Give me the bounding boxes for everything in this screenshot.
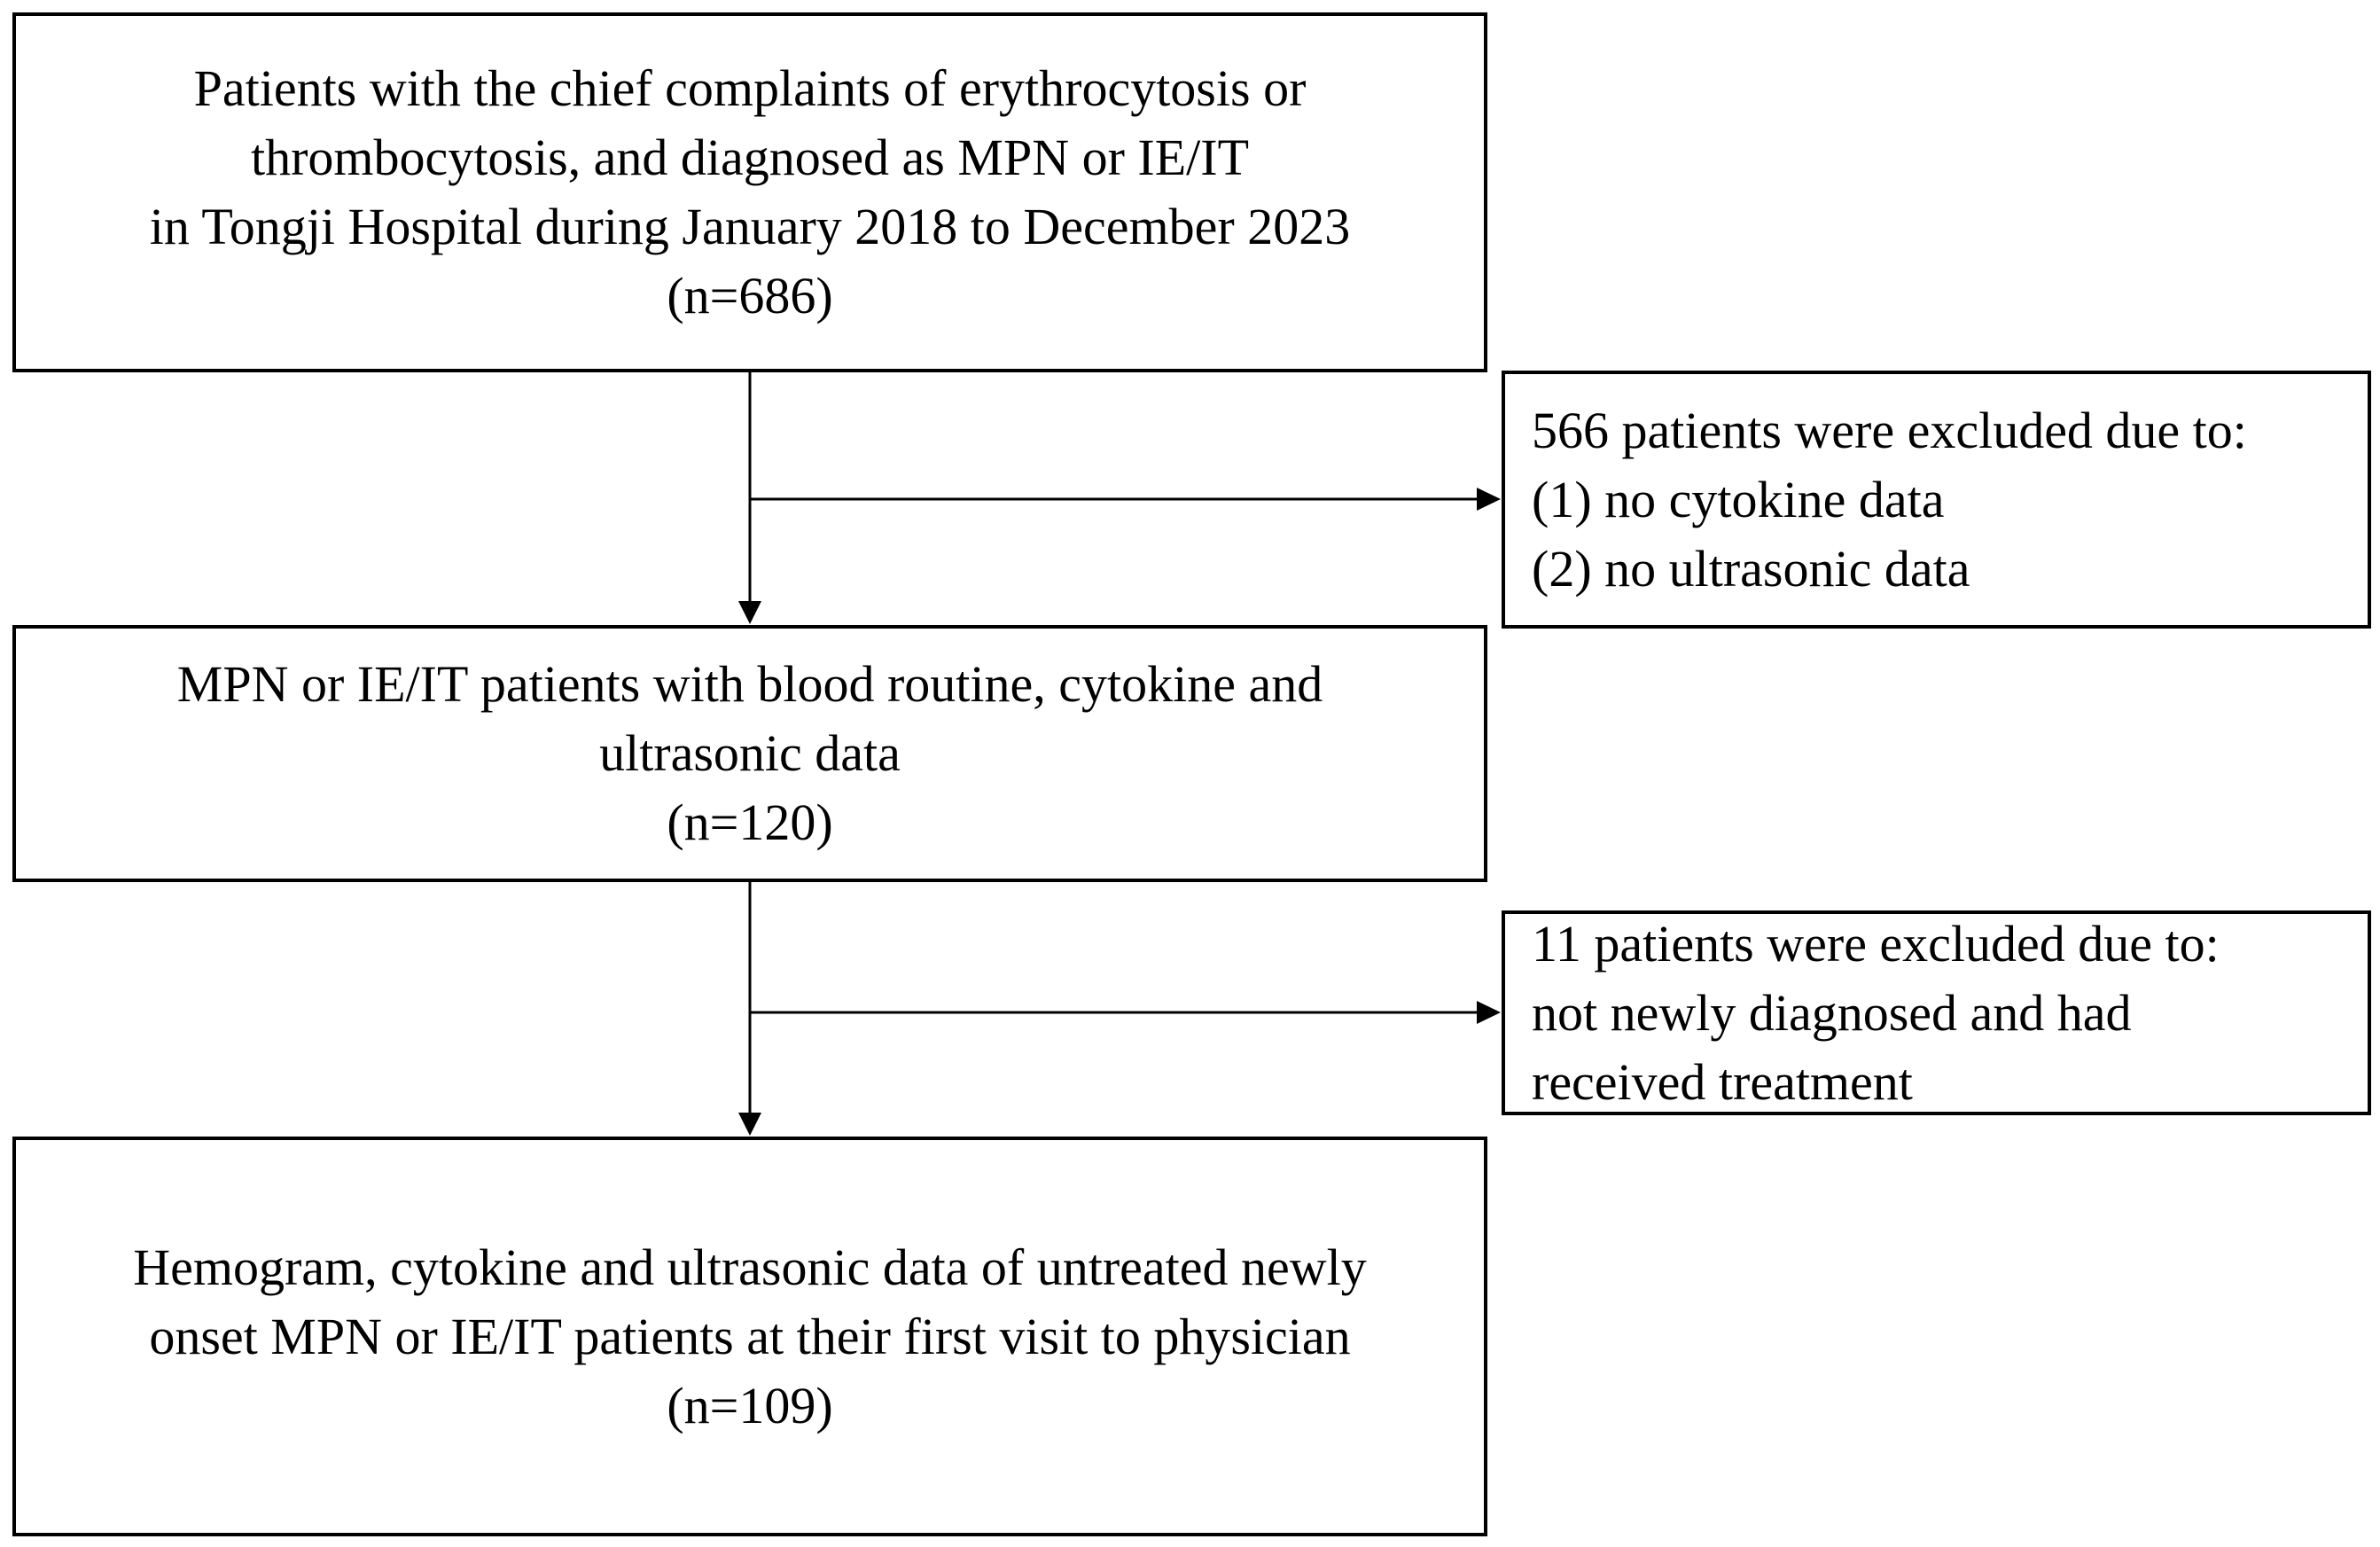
cohort-box [12,12,1487,372]
arrowhead-right-icon [1477,488,1501,511]
cohort-count: (n=686) [667,267,833,324]
cohort-line-3: in Tongji Hospital during January 2018 to December 2023 [149,198,1351,255]
cohort-line-1: Patients with the chief complaints of erythrocytosis or [193,59,1307,117]
exclusion-1-reason-2: (2) no ultrasonic data [1532,539,1970,598]
exclusion-2-heading: 11 patients were excluded due to: [1532,914,2220,973]
exclusion-2-reason-line-1: not newly diagnosed and had [1532,983,2132,1042]
arrowhead-down-icon [738,1113,761,1136]
final-box [12,1137,1487,1536]
exclusion-1-heading: 566 patients were excluded due to: [1532,401,2247,459]
final-line-1: Hemogram, cytokine and ultrasonic data of untreated newly [133,1238,1367,1296]
with-data-count: (n=120) [667,793,833,851]
final-count: (n=109) [667,1376,833,1434]
arrowhead-right-icon [1477,1001,1501,1024]
with-data-line-1: MPN or IE/IT patients with blood routine, cytokine and [176,655,1323,713]
with-data-box [12,625,1487,882]
exclusion-box-1 [1502,371,2371,629]
final-line-2: onset MPN or IE/IT patients at their first visit to physician [149,1307,1351,1365]
exclusion-1-reason-1: (1) no cytokine data [1532,470,1945,528]
exclusion-2-reason-line-2: received treatment [1532,1052,1913,1111]
arrowhead-down-icon [738,601,761,624]
exclusion-box-2 [1502,910,2371,1115]
cohort-line-2: thrombocytosis, and diagnosed as MPN or IE/IT [250,129,1249,186]
with-data-line-2: ultrasonic data [599,724,901,782]
